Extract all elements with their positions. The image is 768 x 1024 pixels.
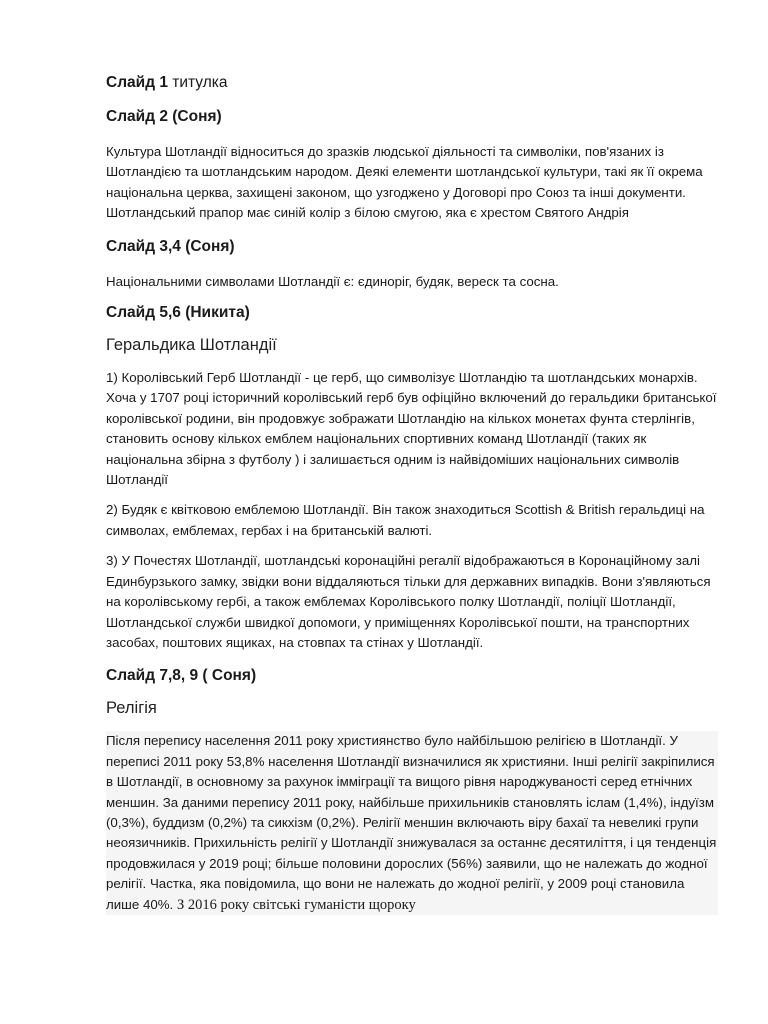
heraldry-subtitle: Геральдика Шотландії: [106, 336, 277, 355]
slide-5-6-heading: Слайд 5,6 (Никита): [106, 304, 250, 322]
slide-1-suffix: титулка: [172, 74, 228, 91]
religion-subtitle: Релігія: [106, 699, 157, 718]
slide-1-heading: [106, 72, 718, 94]
religion-paragraph: [106, 731, 718, 915]
slide-7-8-9-heading: Слайд 7,8, 9 ( Соня): [106, 667, 257, 685]
religion-paragraph-text: Після перепису населення 2011 року християнство було найбільшою релігією в Шотландії. У переписі 2011 року 53,8% населення Шотландії визначилися як християни. Інші релігії закріпилися в Шотландії, в основному за рахунок імміграції та вищого рівня народжуваності серед етнічних меншин. За даними перепису 2011 року, найбільше прихильників становлять іслам (1,4%), індуїзм (0,3%), буддизм (0,2%) та сикхізм (0,2%). Релігії меншин включають віру бахаї та невеликі групи неоязичників. Прихильність релігії у Шотландії знижувалася за останнє десятиліття, і ця тенденція продовжилася у 2019 році; більше половини дорослих (56%) заявили, що не належать до жодної релігії. Частка, яка повідомила, що вони не належать до жодної релігії, у 2009 році становила лише 40%.: [106, 733, 717, 912]
document-body: [106, 72, 718, 925]
slide-2-paragraph: Культура Шотландії відноситься до зразків людської діяльності та символіки, пов'язаних із Шотландією та шотландським народом. Деякі елементи шотландської культури, такі як її окрема національна церква, захищені законом, що узгоджено у Договорі про Союз та інші документи. Шотландський прапор має синій колір з білою смугою, яка є хрестом Святого Андрія: [106, 144, 703, 221]
heraldry-paragraph-3: 3) У Почестях Шотландії, шотландські коронаційні регалії відображаються в Коронаційному залі Единбурзького замку, звідки вони віддаляються тільки для державних випадків. Вони з'являються на королівському гербі, а також емблемах Королівського полку Шотландії, поліції Шотландії, Шотландської служби швидкої допомоги, у приміщеннях Королівської пошти, на транспортних засобах, поштових ящиках, на стовпах та стінах у Шотландії.: [106, 553, 711, 650]
slide-1-title: Слайд 1: [106, 74, 168, 91]
religion-paragraph-tail: З 2016 року світські гуманісти щороку: [176, 896, 416, 913]
heraldry-paragraph-1: 1) Королівський Герб Шотландії - це герб, що символізує Шотландію та шотландських монархів. Хоча у 1707 році історичний королівський герб був офіційно включений до геральдики британської королівської родини, він продовжує зображати Шотландію на кількох монетах фунта стерлінгів, становить основу кількох емблем національних спортивних команд Шотландії (таких як національна збірна з футболу ) і залишається одним із найвідоміших національних символів Шотландії: [106, 370, 717, 488]
slide-3-4-paragraph: Національними символами Шотландії є: єдиноріг, будяк, вереск та сосна.: [106, 273, 559, 289]
slide-2-heading: Слайд 2 (Соня): [106, 108, 222, 125]
heraldry-paragraph-2: 2) Будяк є квітковою емблемою Шотландії. Він також знаходиться Scottish & British геральдиці на символах, емблемах, гербах і на британській валюті.: [106, 502, 705, 538]
slide-3-4-heading: Слайд 3,4 (Соня): [106, 237, 235, 255]
